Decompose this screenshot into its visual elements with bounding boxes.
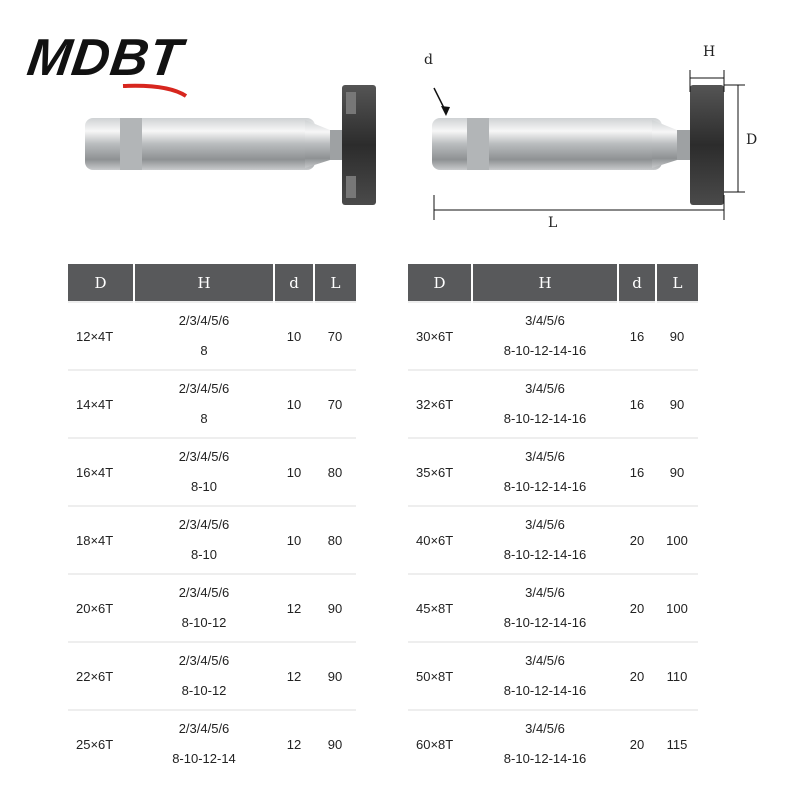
cell-H-line2: 8-10-12 (181, 615, 227, 630)
header-d: d (618, 264, 656, 302)
cell-D: 20×6T (68, 574, 134, 642)
table-row (408, 302, 698, 370)
cell-D: 50×8T (408, 642, 472, 710)
table-row (408, 642, 698, 710)
cell-L: 100 (656, 574, 698, 642)
cell-H (472, 642, 618, 710)
header-L: L (656, 264, 698, 302)
cell-H (134, 506, 274, 574)
cell-L: 110 (656, 642, 698, 710)
cell-D: 32×6T (408, 370, 472, 438)
cell-L: 80 (314, 506, 356, 574)
cell-D: 22×6T (68, 642, 134, 710)
cell-D: 12×4T (68, 302, 134, 370)
cell-L: 90 (656, 438, 698, 506)
table-row (68, 574, 356, 642)
cell-d: 12 (274, 574, 314, 642)
cell-H-line2: 8-10-12-14-16 (503, 479, 587, 494)
label-D: D (746, 132, 758, 148)
cell-H (134, 710, 274, 777)
cell-H-line2: 8-10-12-14 (172, 751, 236, 766)
header-H: H (472, 264, 618, 302)
cell-L: 70 (314, 370, 356, 438)
cell-L: 80 (314, 438, 356, 506)
table-row (68, 302, 356, 370)
header-D: D (408, 264, 472, 302)
cell-H (134, 642, 274, 710)
cell-H (472, 506, 618, 574)
cell-d: 12 (274, 642, 314, 710)
table-row (68, 506, 356, 574)
cell-H-line1: 2/3/4/5/6 (178, 721, 230, 736)
cell-D: 40×6T (408, 506, 472, 574)
header-D: D (68, 264, 134, 302)
table-header-row (68, 264, 356, 302)
header-d: d (274, 264, 314, 302)
cell-H-line1: 3/4/5/6 (525, 721, 565, 736)
cell-d: 10 (274, 438, 314, 506)
cell-L: 115 (656, 710, 698, 777)
cell-H-line2: 8 (200, 411, 208, 426)
table-row (408, 438, 698, 506)
cell-D: 16×4T (68, 438, 134, 506)
cell-d: 20 (618, 574, 656, 642)
cell-H-line1: 3/4/5/6 (525, 653, 565, 668)
tool-image-left (80, 80, 400, 210)
cell-L: 90 (656, 302, 698, 370)
cell-d: 20 (618, 642, 656, 710)
table-row (68, 370, 356, 438)
cell-D: 60×8T (408, 710, 472, 777)
cell-d: 10 (274, 370, 314, 438)
cell-D: 18×4T (68, 506, 134, 574)
cell-d: 16 (618, 302, 656, 370)
cell-D: 25×6T (68, 710, 134, 777)
cell-d: 16 (618, 438, 656, 506)
table-row (68, 642, 356, 710)
logo-text: MDBT (23, 29, 187, 87)
cell-L: 90 (314, 574, 356, 642)
cell-L: 100 (656, 506, 698, 574)
cell-H (134, 302, 274, 370)
cell-H-line2: 8 (200, 343, 208, 358)
cell-H-line1: 2/3/4/5/6 (178, 381, 230, 396)
cell-d: 10 (274, 506, 314, 574)
cell-D: 30×6T (408, 302, 472, 370)
cell-d: 12 (274, 710, 314, 777)
cell-D: 35×6T (408, 438, 472, 506)
cell-D: 14×4T (68, 370, 134, 438)
cell-L: 70 (314, 302, 356, 370)
cell-H-line1: 2/3/4/5/6 (178, 653, 230, 668)
cell-H-line1: 2/3/4/5/6 (178, 517, 230, 532)
cell-H (134, 574, 274, 642)
cell-H (134, 370, 274, 438)
cell-H-line1: 2/3/4/5/6 (178, 585, 230, 600)
cell-H-line2: 8-10 (190, 479, 218, 494)
cell-L: 90 (314, 710, 356, 777)
header-L: L (314, 264, 356, 302)
cell-d: 20 (618, 506, 656, 574)
cell-d: 20 (618, 710, 656, 777)
label-H: H (703, 44, 716, 60)
table-row (68, 438, 356, 506)
cell-H-line1: 2/3/4/5/6 (178, 449, 230, 464)
table-row (68, 710, 356, 777)
cell-H-line2: 8-10-12-14-16 (503, 411, 587, 426)
cell-H (134, 438, 274, 506)
cell-H-line2: 8-10-12 (181, 683, 227, 698)
header-H: H (134, 264, 274, 302)
label-d: d (424, 52, 433, 68)
cell-H-line2: 8-10-12-14-16 (503, 751, 587, 766)
cell-H-line2: 8-10 (190, 547, 218, 562)
cell-d: 10 (274, 302, 314, 370)
cell-L: 90 (656, 370, 698, 438)
cell-d: 16 (618, 370, 656, 438)
cell-H (472, 710, 618, 777)
spec-table-left (68, 264, 356, 777)
cell-H (472, 302, 618, 370)
spec-table-right (408, 264, 698, 777)
cell-H-line2: 8-10-12-14-16 (503, 343, 587, 358)
table-row (408, 506, 698, 574)
cell-H-line2: 8-10-12-14-16 (503, 615, 587, 630)
cell-H-line2: 8-10-12-14-16 (503, 547, 587, 562)
cell-H-line2: 8-10-12-14-16 (503, 683, 587, 698)
cell-H-line1: 3/4/5/6 (525, 517, 565, 532)
cell-H-line1: 3/4/5/6 (525, 313, 565, 328)
table-header-row (408, 264, 698, 302)
table-row (408, 574, 698, 642)
label-L: L (548, 215, 558, 231)
table-row (408, 710, 698, 777)
cell-H-line1: 3/4/5/6 (525, 449, 565, 464)
cell-H (472, 574, 618, 642)
tool-dimension-diagram (420, 60, 780, 240)
cell-L: 90 (314, 642, 356, 710)
cell-H-line1: 3/4/5/6 (525, 381, 565, 396)
cell-H (472, 438, 618, 506)
cell-H-line1: 3/4/5/6 (525, 585, 565, 600)
table-row (408, 370, 698, 438)
cell-D: 45×8T (408, 574, 472, 642)
cell-H (472, 370, 618, 438)
cell-H-line1: 2/3/4/5/6 (178, 313, 230, 328)
